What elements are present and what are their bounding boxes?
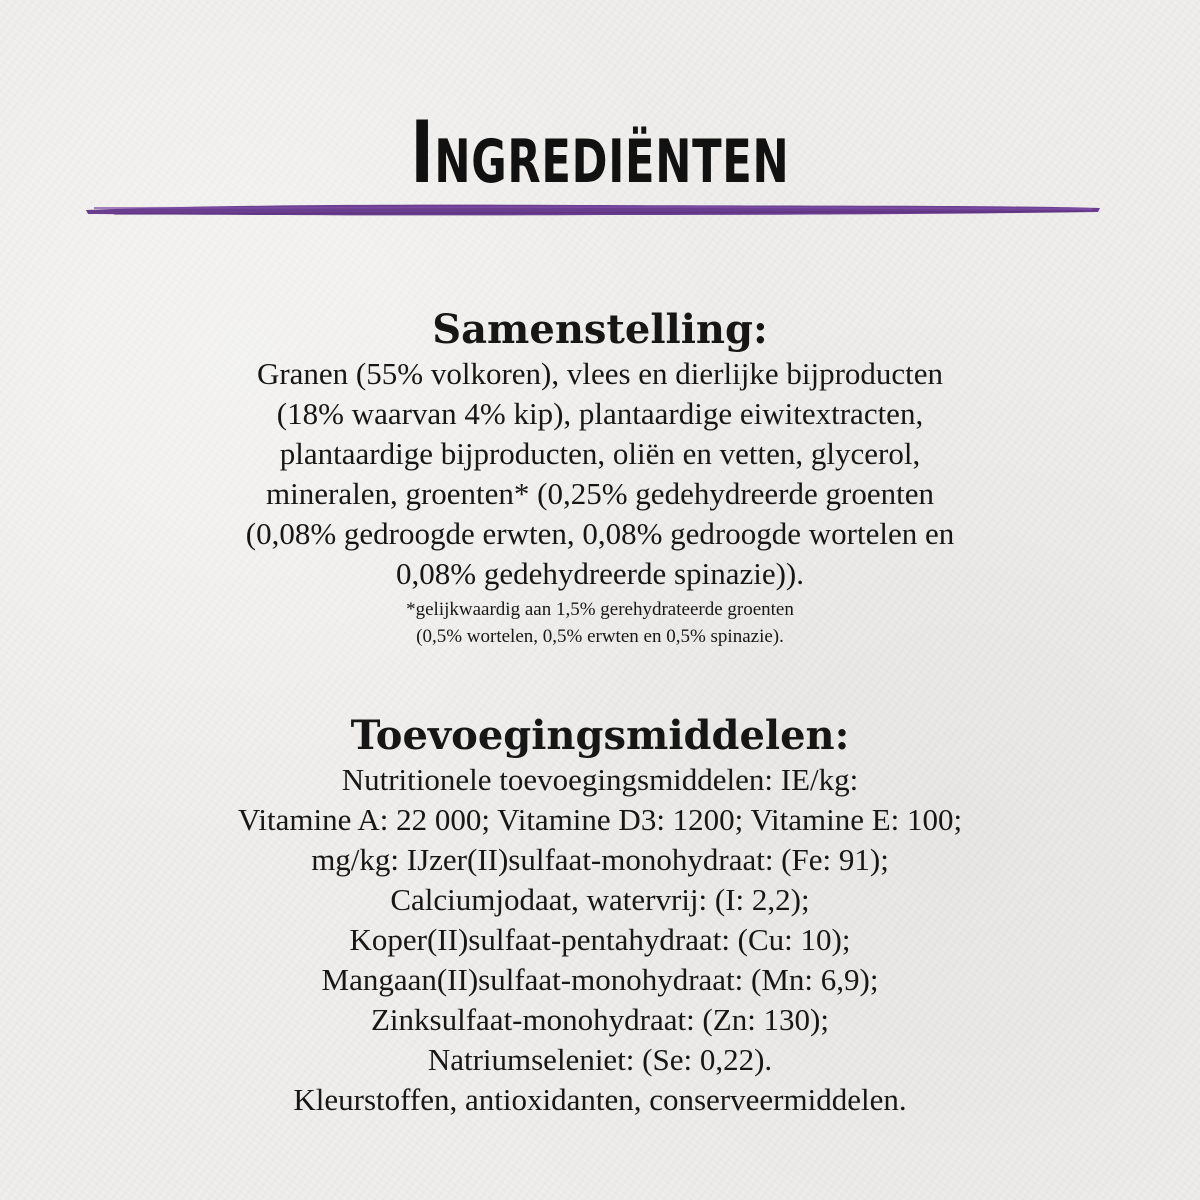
additives-line: Calciumjodaat, watervrij: (I: 2,2); bbox=[390, 882, 810, 917]
composition-heading: Samenstelling: bbox=[432, 306, 768, 353]
composition-text bbox=[100, 354, 1100, 594]
composition-line: plantaardige bijproducten, oliën en vetten, glycerol, bbox=[279, 436, 921, 471]
page-title: Ingrediënten bbox=[410, 102, 790, 203]
additives-line: Vitamine A: 22 000; Vitamine D3: 1200; Vitamine E: 100; bbox=[237, 802, 963, 837]
footnote-line: *gelijkwaardig aan 1,5% gerehydrateerde groenten bbox=[406, 599, 794, 620]
composition-line: mineralen, groenten* (0,25% gedehydreerde groenten bbox=[266, 476, 934, 511]
composition-section bbox=[100, 306, 1100, 650]
composition-footnote bbox=[100, 596, 1100, 650]
additives-line: Mangaan(II)sulfaat-monohydraat: (Mn: 6,9); bbox=[321, 962, 879, 997]
footnote-line: (0,5% wortelen, 0,5% erwten en 0,5% spinazie). bbox=[416, 626, 784, 647]
composition-line: (18% waarvan 4% kip), plantaardige eiwitextracten, bbox=[276, 396, 924, 431]
additives-line: Koper(II)sulfaat-pentahydraat: (Cu: 10); bbox=[349, 922, 851, 957]
purple-brush-divider bbox=[84, 196, 1102, 222]
additives-line: mg/kg: IJzer(II)sulfaat-monohydraat: (Fe: 91); bbox=[311, 842, 889, 877]
additives-text bbox=[100, 760, 1100, 1120]
composition-line: Granen (55% volkoren), vlees en dierlijke bijproducten bbox=[256, 356, 944, 391]
composition-line: 0,08% gedehydreerde spinazie)). bbox=[396, 556, 804, 591]
additives-line: Natriumseleniet: (Se: 0,22). bbox=[427, 1042, 773, 1077]
additives-heading: Toevoegingsmiddelen: bbox=[350, 712, 850, 759]
composition-line: (0,08% gedroogde erwten, 0,08% gedroogde wortelen en bbox=[245, 516, 955, 551]
additives-line: Nutritionele toevoegingsmiddelen: IE/kg: bbox=[341, 762, 859, 797]
additives-line: Kleurstoffen, antioxidanten, conserveermiddelen. bbox=[293, 1082, 907, 1117]
additives-line: Zinksulfaat-monohydraat: (Zn: 130); bbox=[371, 1002, 829, 1037]
additives-section bbox=[100, 712, 1100, 1120]
